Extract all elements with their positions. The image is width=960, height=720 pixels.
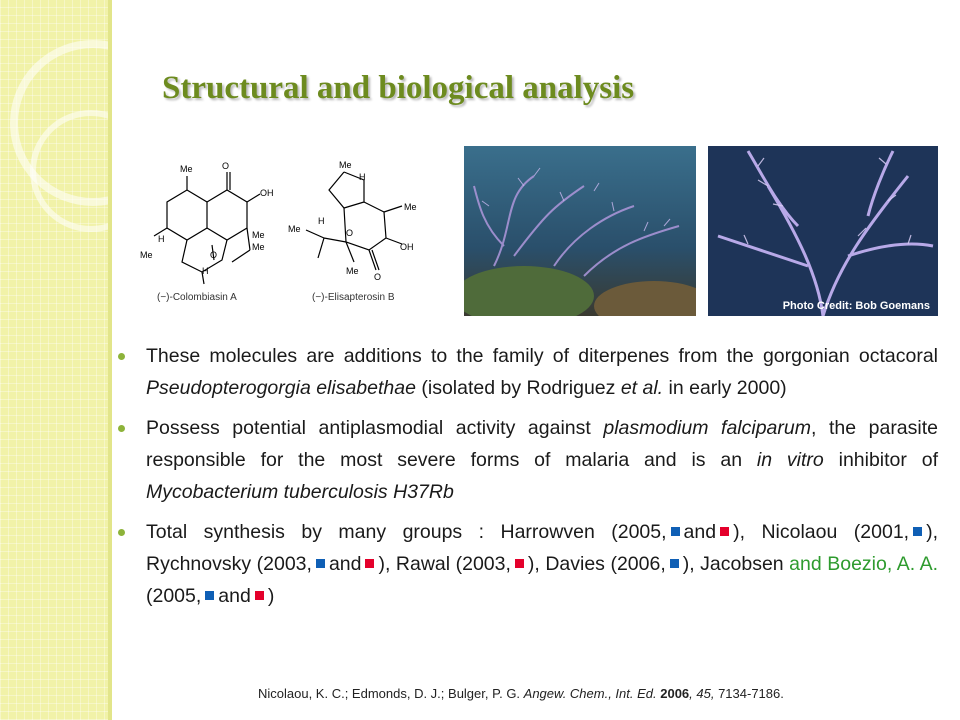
atom-label: Me (346, 266, 359, 276)
blue-square-marker (913, 527, 922, 536)
colombiasin-structure (132, 150, 282, 310)
coral-illustration (464, 146, 696, 316)
atom-label: OH (400, 242, 414, 252)
slide-title: Structural and biological analysis (162, 70, 635, 106)
atom-label: O (374, 272, 382, 282)
bullet-dot (118, 425, 125, 432)
decorative-sidebar (0, 0, 108, 720)
molecule-label: (−)-Elisapterosin B (312, 292, 395, 303)
elisapterosin-structure (284, 150, 434, 310)
red-square-marker (365, 559, 374, 568)
bullet-item: Possess potential antiplasmodial activity against plasmodium falciparum, the parasite responsible for the most severe forms of malaria and is an in vitro inhibitor of Mycobacterium tuberculosis H37Rb (118, 412, 938, 508)
blue-square-marker (671, 527, 680, 536)
bullet-item: These molecules are additions to the family of diterpenes from the gorgonian octacoral Pseudopterogorgia elisabethae (isolated by Rodriguez et al. in early 2000) (118, 340, 938, 404)
atom-label: O (210, 250, 218, 260)
red-square-marker (255, 591, 264, 600)
atom-label: Me (140, 250, 153, 260)
atom-label: Me (404, 202, 417, 212)
blue-square-marker (205, 591, 214, 600)
atom-label: OH (260, 188, 274, 198)
sidebar-divider (108, 0, 112, 720)
atom-label: Me (180, 164, 193, 174)
atom-label: H (202, 266, 209, 276)
atom-label: O (222, 161, 230, 171)
red-square-marker (515, 559, 524, 568)
photo-credit: Photo Credit: Bob Goemans (782, 300, 930, 312)
bullet-item: Total synthesis by many groups : Harrowven (2005, and ), Nicolaou (2001, ), Rychnovsky (2003, and ), Rawal (2003, ), Davies (2006, ), Jacobsen and Boezio, A. A. (2005, and ) (118, 516, 938, 612)
blue-square-marker (316, 559, 325, 568)
gorgonian-photo-1 (464, 146, 696, 316)
bullet-dot (118, 353, 125, 360)
gorgonian-photo-2 (708, 146, 938, 316)
molecule-label: (−)-Colombiasin A (157, 292, 237, 303)
atom-label: Me (252, 242, 265, 252)
red-square-marker (720, 527, 729, 536)
atom-label: O (346, 228, 354, 238)
atom-label: H (158, 234, 165, 244)
atom-label: H (318, 216, 325, 226)
bullet-list (118, 340, 938, 620)
atom-label: H (359, 172, 366, 182)
atom-label: Me (288, 224, 301, 234)
atom-label: Me (339, 160, 352, 170)
bullet-dot (118, 529, 125, 536)
atom-label: Me (252, 230, 265, 240)
coral-illustration (708, 146, 938, 316)
citation: Nicolaou, K. C.; Edmonds, D. J.; Bulger, P. G. Angew. Chem., Int. Ed. 2006, 45, 7134-7186. (258, 686, 784, 701)
blue-square-marker (670, 559, 679, 568)
